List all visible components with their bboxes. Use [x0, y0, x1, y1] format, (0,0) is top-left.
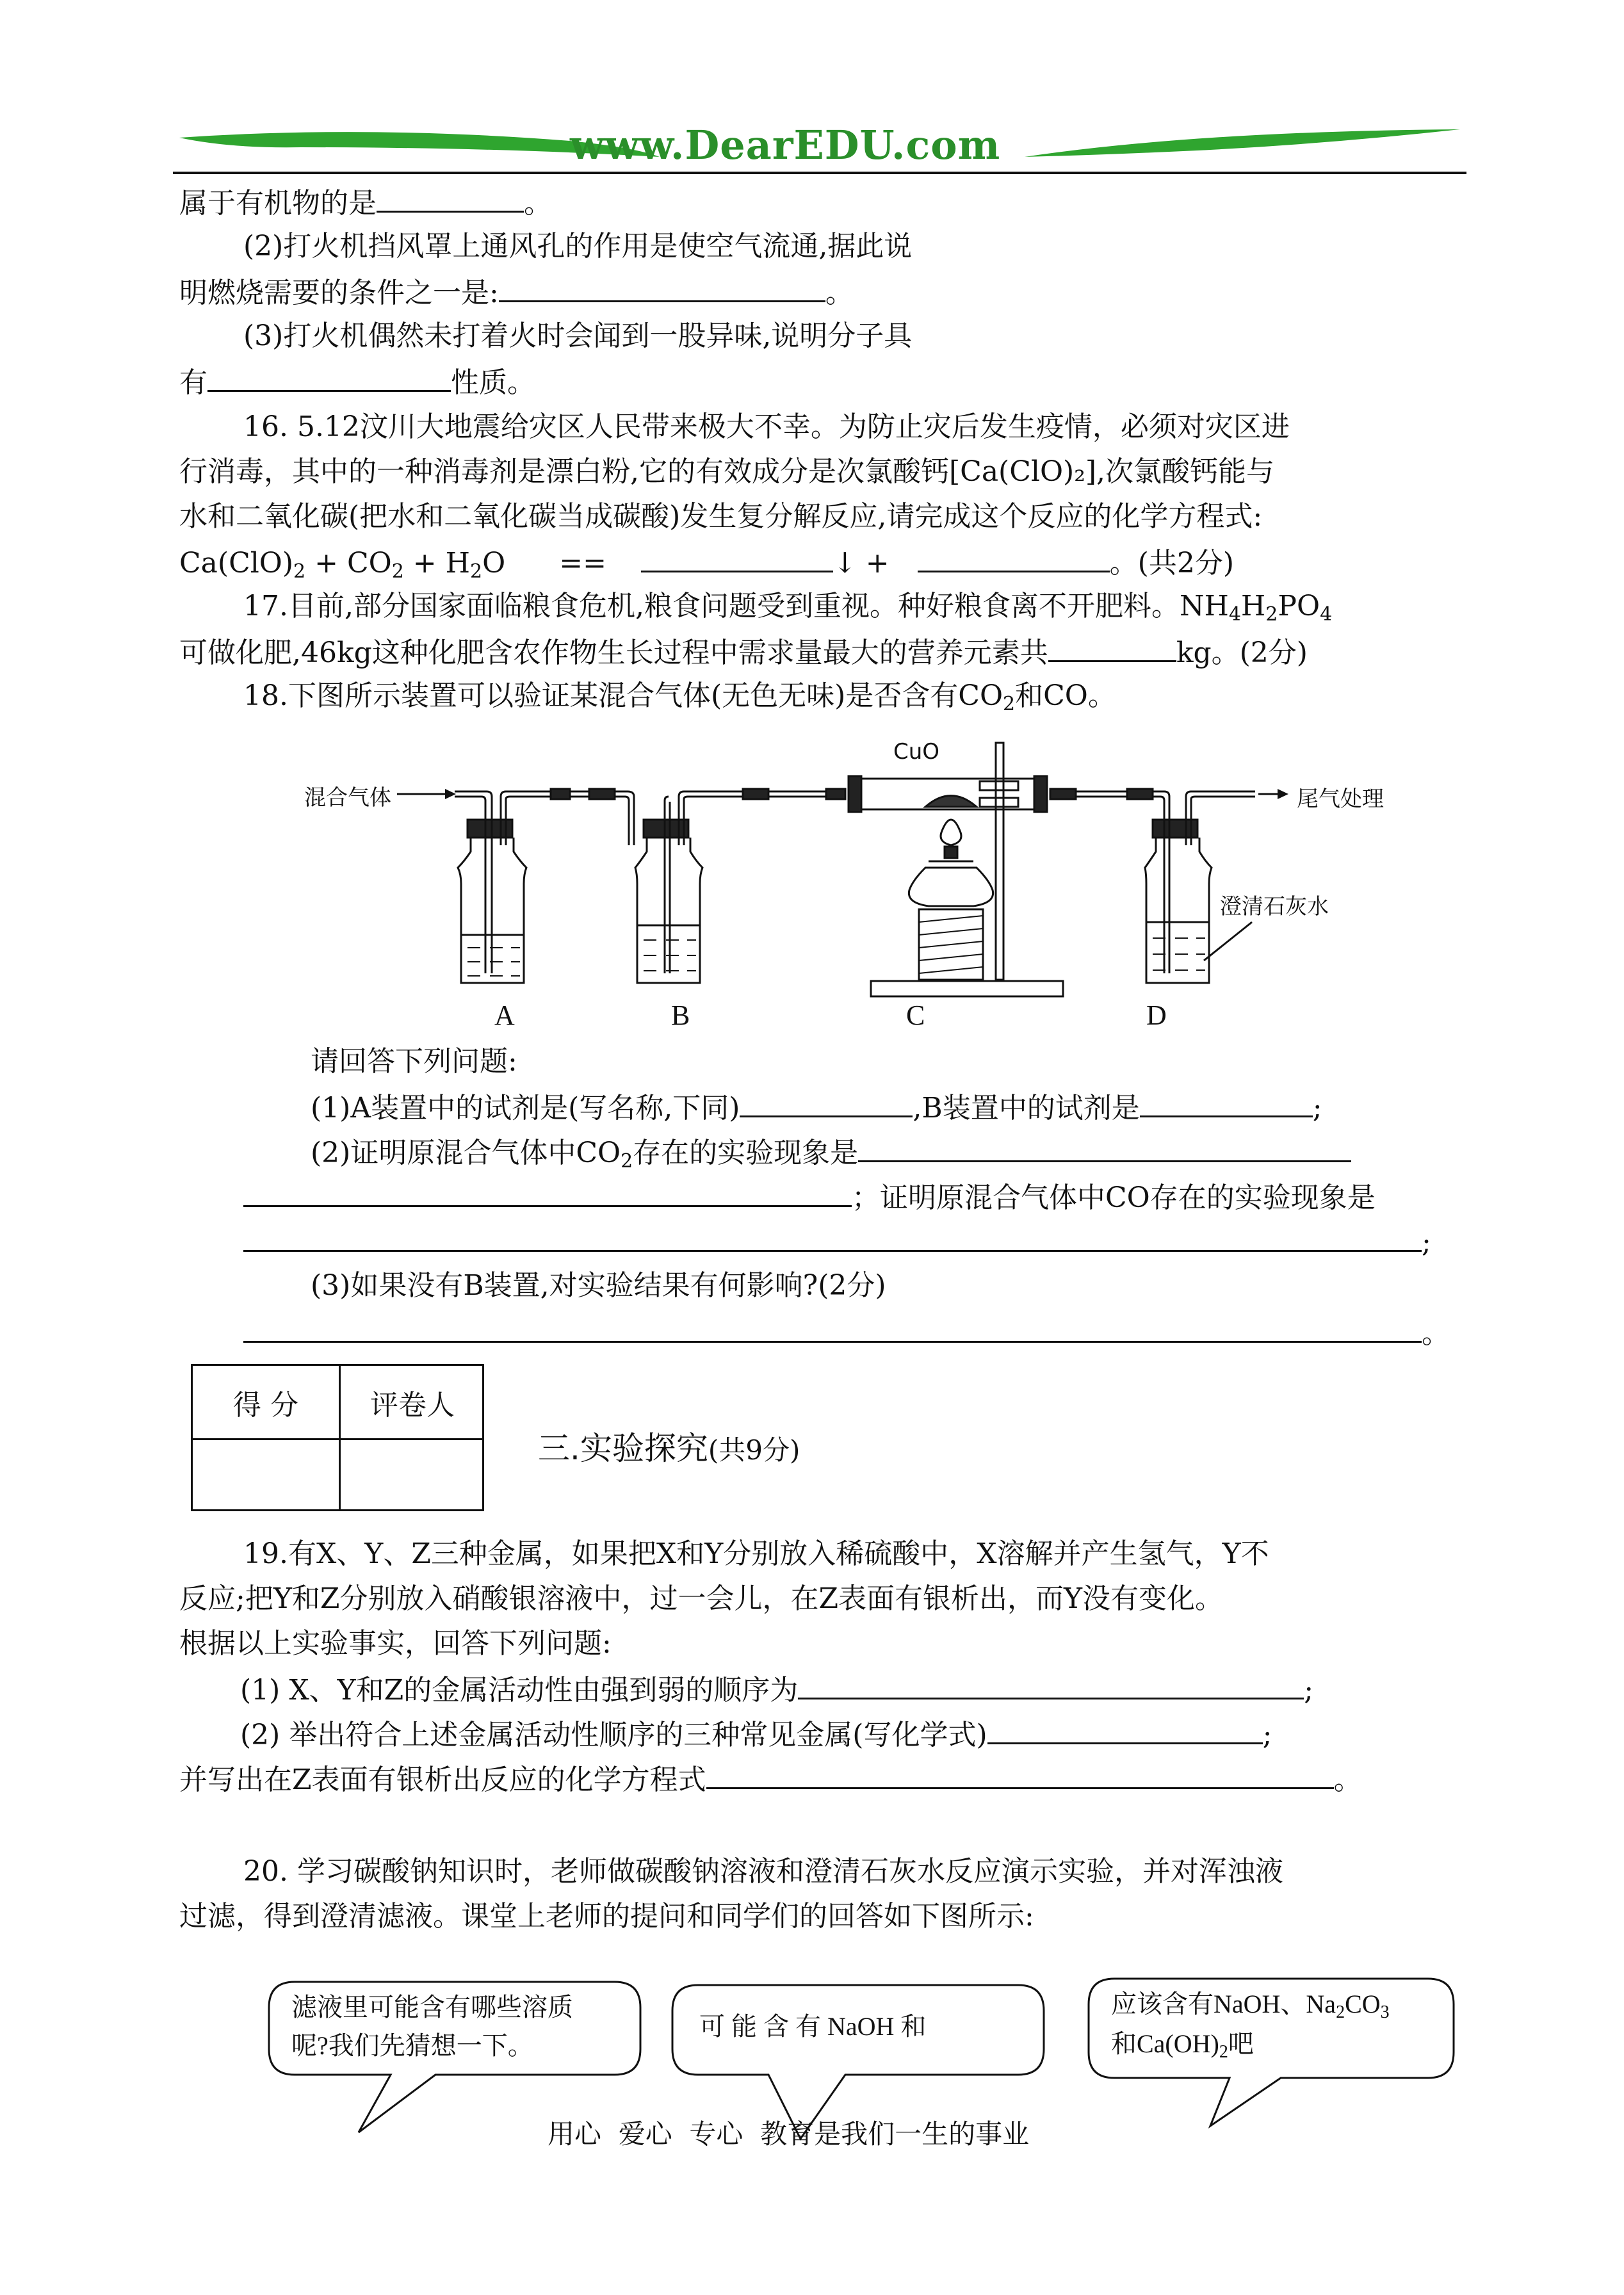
q16-line3: 水和二氧化碳(把水和二氧化碳当成碳酸)发生复分解反应,请完成这个反应的化学方程式:	[179, 500, 1263, 533]
combustion-tube-c	[849, 743, 1063, 996]
answer-blank[interactable]	[987, 1714, 1263, 1744]
q19-line3: 根据以上实验事实，回答下列问题:	[179, 1627, 612, 1660]
formula-part: Ca(ClO)	[179, 547, 294, 580]
formula-sub: 2	[1265, 603, 1278, 626]
q18-intro	[243, 677, 1116, 724]
bottle-b	[635, 791, 743, 983]
q15-line3	[179, 272, 854, 312]
q20-line2: 过滤，得到澄清滤液。课堂上老师的提问和同学们的回答如下图所示:	[179, 1900, 1034, 1933]
q18-part1	[311, 1087, 1322, 1128]
teacher-bubble-line1: 滤液里可能含有哪些溶质	[291, 1993, 573, 2022]
q15-text: 明燃烧需要的条件之一是:	[179, 277, 499, 309]
q16-equation	[179, 542, 1234, 591]
diagram-label-d: D	[1146, 1000, 1167, 1031]
q19-line2: 反应;把Y和Z分别放入硝酸银溶液中，过一会儿，在Z表面有银析出，而Y没有变化。	[179, 1582, 1224, 1615]
q15-text: 。	[524, 187, 552, 220]
student1-bubble: 可 能 含 有 NaOH 和	[699, 2012, 927, 2041]
q15-line4: (3)打火机偶然未打着火时会闻到一股异味,说明分子具	[243, 320, 913, 352]
q18-text: 存在的实验现象是	[633, 1137, 859, 1169]
formula-part: + CO	[305, 547, 392, 580]
diagram-label-a: A	[494, 1000, 515, 1031]
bubble-text: 和Ca(OH)	[1111, 2029, 1219, 2058]
q16-line2: 行消毒，其中的一种消毒剂是漂白粉,它的有效成分是次氯酸钙[Ca(ClO)₂],次氯酸钙能与	[179, 455, 1274, 488]
q18-text: ,B装置中的试剂是	[913, 1092, 1140, 1124]
q18-text: (2)证明原混合气体中CO	[311, 1137, 621, 1169]
bubble-text: 应该含有NaOH、Na	[1111, 1990, 1336, 2018]
precipitate-arrow: ↓ +	[832, 547, 889, 580]
answer-blank[interactable]	[1140, 1087, 1313, 1117]
answer-blank[interactable]	[706, 1759, 1334, 1789]
student2-bubble-line2	[1111, 2025, 1254, 2072]
answer-blank[interactable]	[1048, 632, 1176, 662]
score-label: 得 分	[233, 1389, 298, 1422]
q19-line1: 19.有X、Y、Z三种金属，如果把X和Y分别放入稀硫酸中，X溶解并产生氢气，Y不	[243, 1537, 1269, 1570]
q18-text: 和CO。	[1015, 679, 1116, 712]
apparatus-diagram	[295, 730, 1383, 1037]
equals-sign: ==	[559, 547, 606, 580]
q19-text: 并写出在Z表面有银析出反应的化学方程式	[179, 1764, 706, 1796]
diagram-label-inlet: 混合气体	[304, 785, 391, 811]
answer-blank[interactable]	[377, 182, 524, 213]
diagram-label-c: C	[906, 1000, 925, 1031]
apparatus-drawing	[295, 730, 1383, 1037]
diagram-label-exhaust: 尾气处理	[1297, 786, 1384, 812]
q15-text: 属于有机物的是	[179, 187, 377, 220]
bottle-d	[1145, 791, 1255, 983]
q15-text: 。	[825, 277, 854, 309]
score-table	[191, 1364, 484, 1511]
q18-text: ；证明原混合气体中CO存在的实验现象是	[852, 1181, 1376, 1214]
q19-part3	[179, 1759, 1362, 1799]
diagram-label-b: B	[671, 1000, 690, 1031]
score-cell[interactable]	[195, 1441, 337, 1511]
q18-part3-answer	[243, 1313, 1450, 1353]
formula-sub: 2	[293, 560, 306, 583]
q15-text: 性质。	[451, 366, 535, 399]
formula-sub: 2	[621, 1150, 633, 1172]
q15-line1	[179, 182, 552, 223]
diagram-label-limewater: 澄清石灰水	[1220, 894, 1329, 920]
formula-part: O	[482, 547, 506, 580]
answer-blank[interactable]	[858, 1132, 1351, 1162]
q17-text: H	[1240, 590, 1266, 622]
formula-part: + H	[403, 547, 471, 580]
q18-text: (1)A装置中的试剂是(写名称,下同)	[311, 1092, 740, 1124]
q18-part2-line2	[243, 1177, 1376, 1217]
q19-text: ;	[1304, 1674, 1314, 1707]
answer-blank[interactable]	[207, 362, 451, 392]
q17-text: 可做化肥,46kg这种化肥含农作物生长过程中需求量最大的营养元素共	[179, 637, 1048, 669]
q18-text: ;	[1312, 1092, 1322, 1124]
q15-text: 有	[179, 366, 207, 399]
q15-line2: (2)打火机挡风罩上通风孔的作用是使空气流通,据此说	[243, 230, 913, 263]
q18-part2-line3	[243, 1222, 1431, 1262]
q18-text: 18.下图所示装置可以验证某混合气体(无色无味)是否含有CO	[243, 679, 1003, 712]
header-site-url: www.DearEDU.com	[570, 122, 1001, 168]
grader-cell[interactable]	[343, 1441, 482, 1511]
section3-heading	[538, 1423, 800, 1469]
q16-line1: 16. 5.12汶川大地震给灾区人民带来极大不幸。为防止灾后发生疫情，必须对灾区进	[243, 410, 1290, 443]
q18-text: ;	[1422, 1226, 1431, 1259]
q18-part3: (3)如果没有B装置,对实验结果有何影响?(2分)	[311, 1269, 886, 1302]
q15-line5	[179, 362, 535, 402]
answer-blank[interactable]	[243, 1222, 1422, 1252]
formula-sub: 2	[470, 560, 483, 583]
bottle-a	[455, 791, 551, 983]
answer-blank[interactable]	[243, 1177, 852, 1207]
formula-sub: 4	[1320, 603, 1333, 626]
q17-text: PO	[1278, 590, 1320, 622]
q18-text: 。	[1422, 1317, 1450, 1350]
q16-text: 。(共2分)	[1109, 547, 1234, 580]
answer-blank[interactable]	[918, 542, 1110, 572]
formula-sub: 2	[1219, 2042, 1228, 2062]
formula-sub: 2	[1336, 2002, 1345, 2022]
footer-motto: 用心 爱心 专心 教育是我们一生的事业	[548, 2118, 1030, 2150]
formula-sub: 2	[1003, 693, 1016, 715]
q19-text: 。	[1333, 1764, 1362, 1796]
answer-blank[interactable]	[243, 1313, 1422, 1343]
formula-sub: 2	[391, 560, 404, 583]
answer-blank[interactable]	[499, 272, 825, 302]
q17-text: kg。(2分)	[1176, 637, 1308, 669]
q19-text: (2) 举出符合上述金属活动性顺序的三种常见金属(写化学式)	[240, 1719, 987, 1751]
q19-text: (1) X、Y和Z的金属活动性由强到弱的顺序为	[240, 1674, 799, 1707]
formula-sub: 4	[1228, 603, 1241, 626]
q19-part1	[240, 1669, 1313, 1710]
header-banner	[173, 122, 1466, 179]
formula-sub: 3	[1380, 2002, 1390, 2022]
q20-line1: 20. 学习碳酸钠知识时，老师做碳酸钠溶液和澄清石灰水反应演示实验，并对浑浊液	[243, 1855, 1283, 1888]
bubble-text: 吧	[1228, 2029, 1254, 2058]
q17-line1	[243, 587, 1332, 634]
q19-text: ;	[1262, 1719, 1272, 1751]
teacher-bubble-line2: 呢?我们先猜想一下。	[291, 2031, 533, 2060]
section3-title: 三.实验探究	[538, 1430, 708, 1467]
q18-ask: 请回答下列问题:	[311, 1045, 517, 1078]
bubble-text: CO	[1345, 1990, 1381, 2018]
section3-points: (共9分)	[708, 1434, 800, 1466]
q18-part2-line1	[311, 1132, 1351, 1181]
answer-blank[interactable]	[740, 1087, 913, 1117]
diagram-label-cuo: CuO	[893, 739, 940, 765]
q17-line2	[179, 632, 1308, 672]
answer-blank[interactable]	[798, 1669, 1304, 1699]
q19-part2	[240, 1714, 1272, 1755]
q17-text: 17.目前,部分国家面临粮食危机,粮食问题受到重视。种好粮食离不开肥料。NH	[243, 590, 1229, 622]
grader-label: 评卷人	[370, 1389, 455, 1422]
answer-blank[interactable]	[641, 542, 833, 572]
